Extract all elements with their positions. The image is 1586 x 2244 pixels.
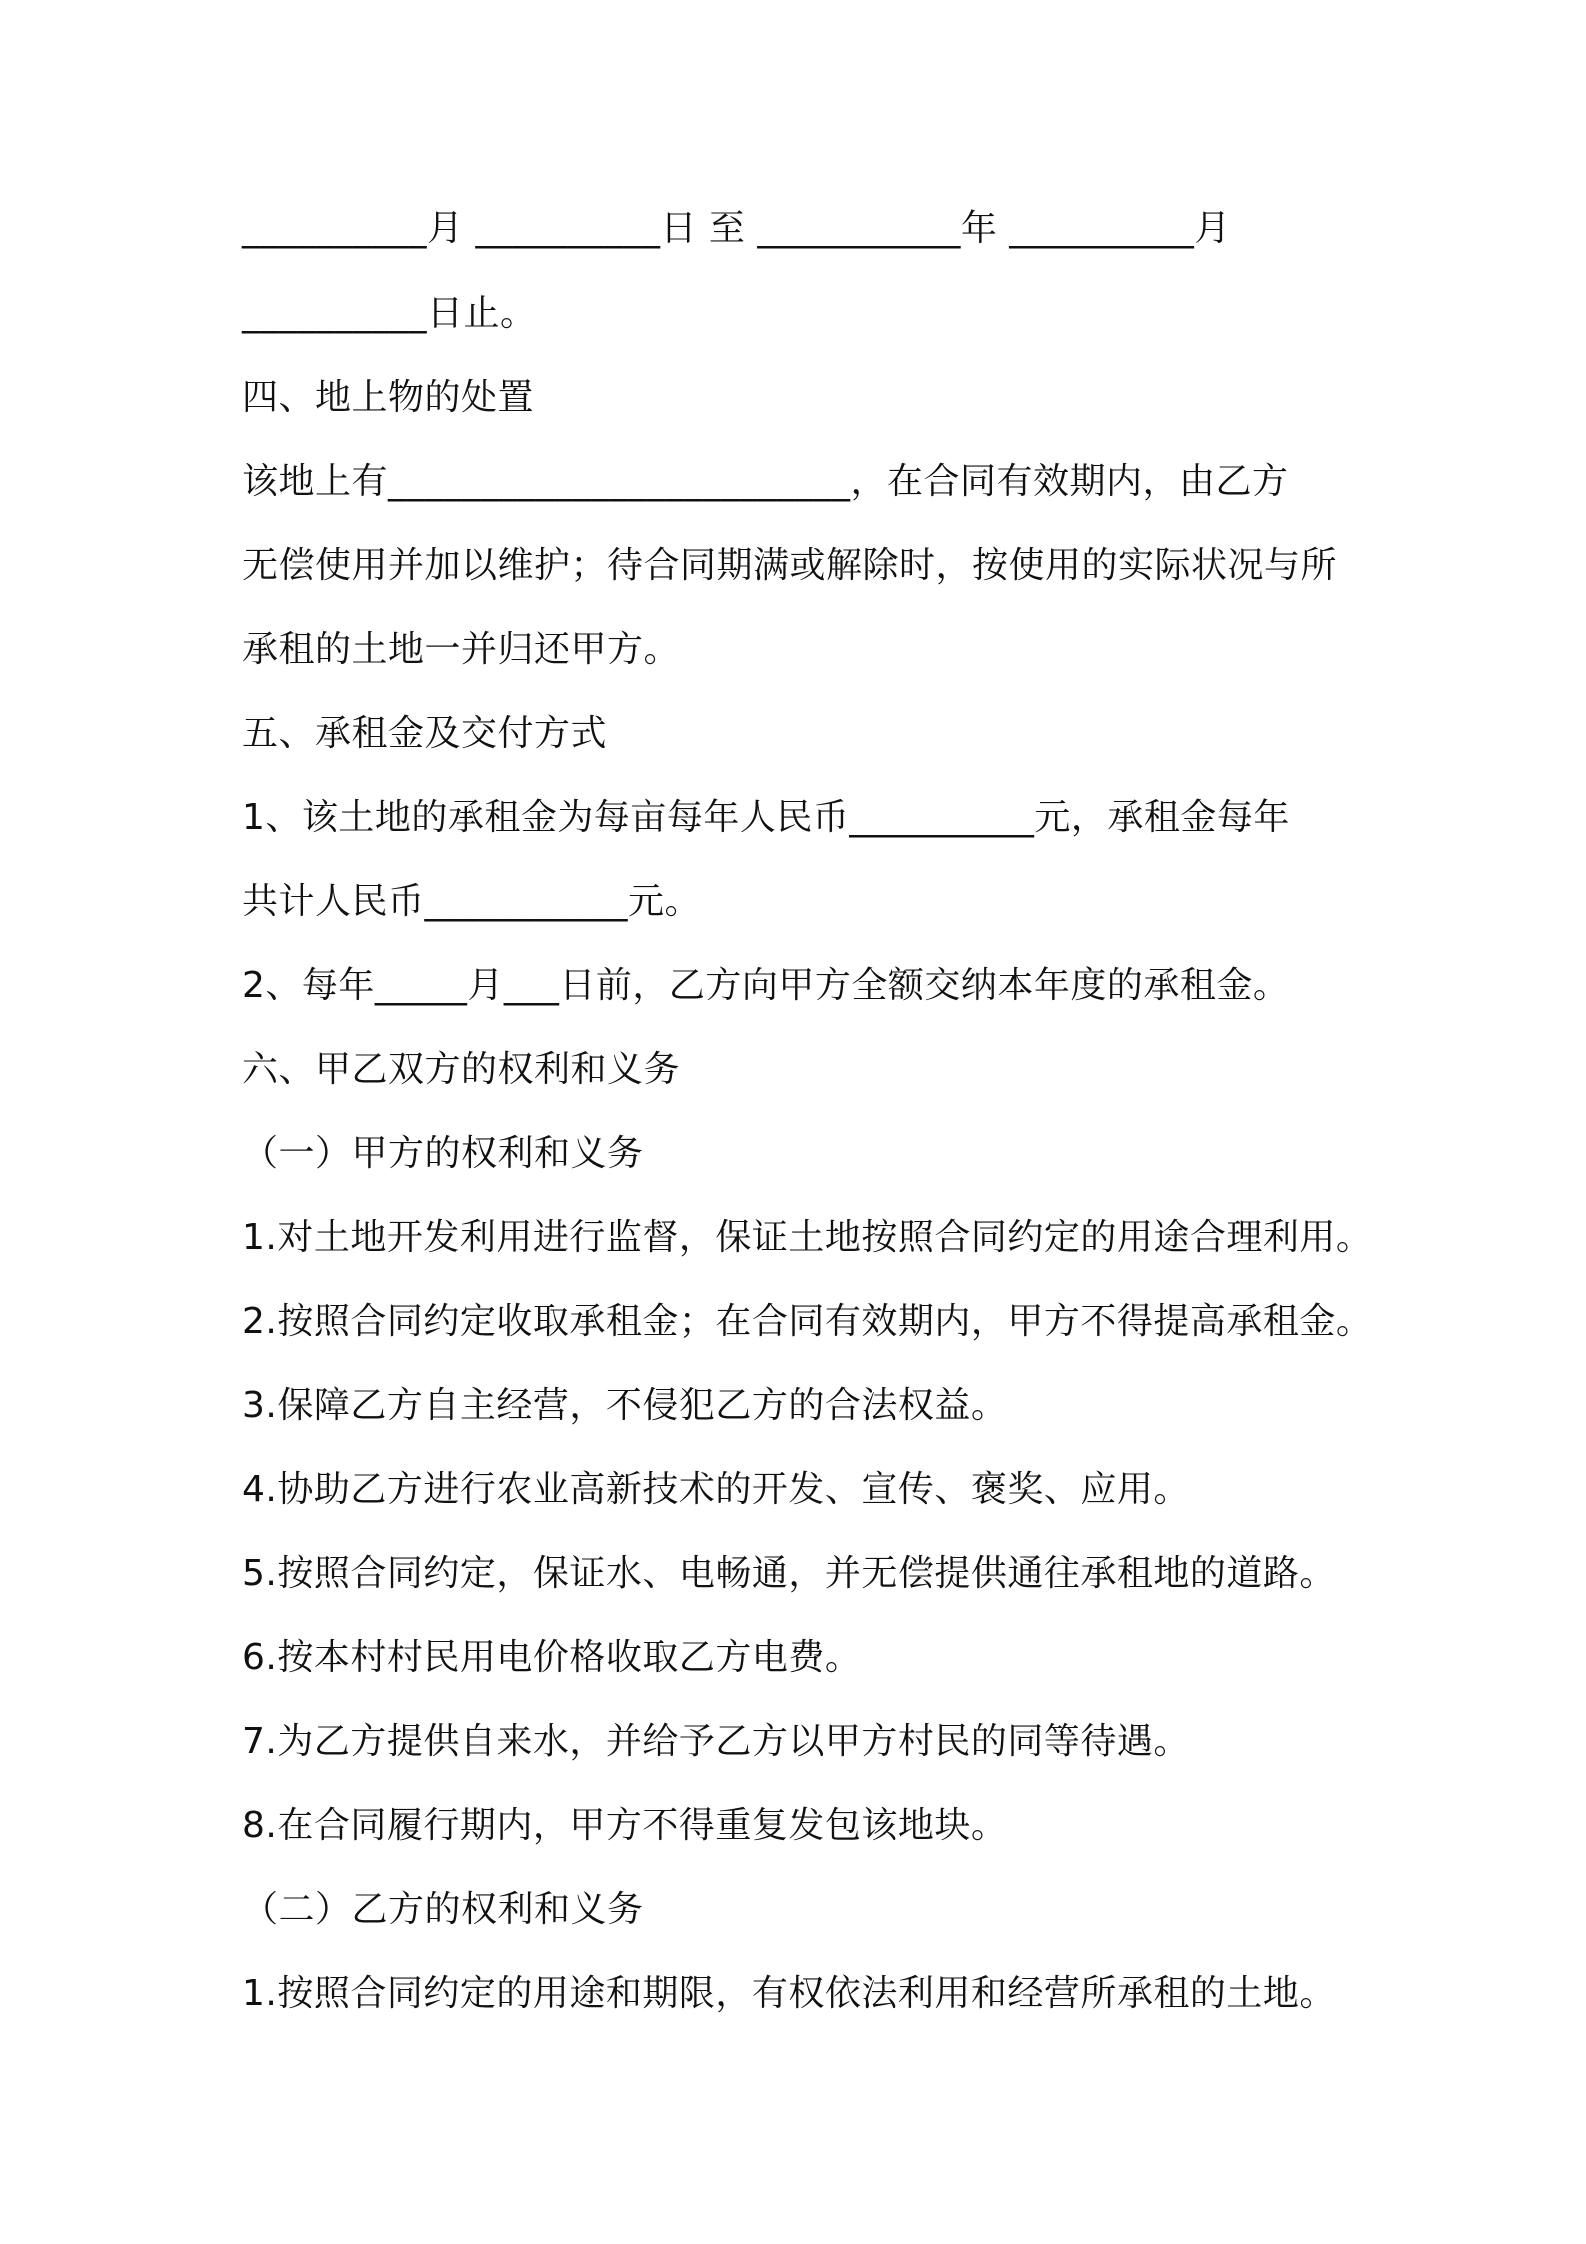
party-a-item-1: 1.对土地开发利用进行监督，保证土地按照合同约定的用途合理利用。 bbox=[242, 1217, 1373, 1258]
section-4-heading: 四、地上物的处置 bbox=[242, 377, 535, 418]
party-a-item-6: 6.按本村村民用电价格收取乙方电费。 bbox=[242, 1637, 862, 1678]
party-a-item-4: 4.协助乙方进行农业高新技术的开发、宣传、褒奖、应用。 bbox=[242, 1469, 1190, 1510]
party-a-item-2: 2.按照合同约定收取承租金；在合同有效期内，甲方不得提高承租金。 bbox=[242, 1301, 1373, 1342]
party-a-item-5: 5.按照合同约定，保证水、电畅通，并无偿提供通往承租地的道路。 bbox=[242, 1553, 1336, 1594]
party-b-item-1: 1.按照合同约定的用途和期限，有权依法利用和经营所承租的土地。 bbox=[242, 1973, 1336, 2014]
party-a-item-7: 7.为乙方提供自来水，并给予乙方以甲方村民的同等待遇。 bbox=[242, 1721, 1190, 1762]
party-a-subheading: （一）甲方的权利和义务 bbox=[242, 1133, 644, 1174]
rent-clause-2: 2、每年_____月___日前，乙方向甲方全额交纳本年度的承租金。 bbox=[242, 965, 1290, 1006]
date-end-line: __________日止。 bbox=[242, 293, 537, 334]
rent-clause-1-line-1: 1、该土地的承租金为每亩每年人民币__________元，承租金每年 bbox=[242, 797, 1290, 838]
section-6-heading: 六、甲乙双方的权利和义务 bbox=[242, 1049, 681, 1090]
section-5-heading: 五、承租金及交付方式 bbox=[242, 713, 608, 754]
party-b-subheading: （二）乙方的权利和义务 bbox=[242, 1889, 644, 1930]
section-4-paragraph-line-1: 该地上有_________________________，在合同有效期内，由乙方 bbox=[242, 461, 1289, 502]
party-a-item-8: 8.在合同履行期内，甲方不得重复发包该地块。 bbox=[242, 1805, 1008, 1846]
rent-clause-1-line-2: 共计人民币___________元。 bbox=[242, 881, 702, 922]
section-4-paragraph-line-2: 无偿使用并加以维护；待合同期满或解除时，按使用的实际状况与所 bbox=[242, 545, 1338, 586]
date-range-line: __________月 __________日 至 ___________年 __________月 bbox=[242, 208, 1231, 249]
party-a-item-3: 3.保障乙方自主经营，不侵犯乙方的合法权益。 bbox=[242, 1385, 1008, 1426]
section-4-paragraph-line-3: 承租的土地一并归还甲方。 bbox=[242, 629, 681, 670]
